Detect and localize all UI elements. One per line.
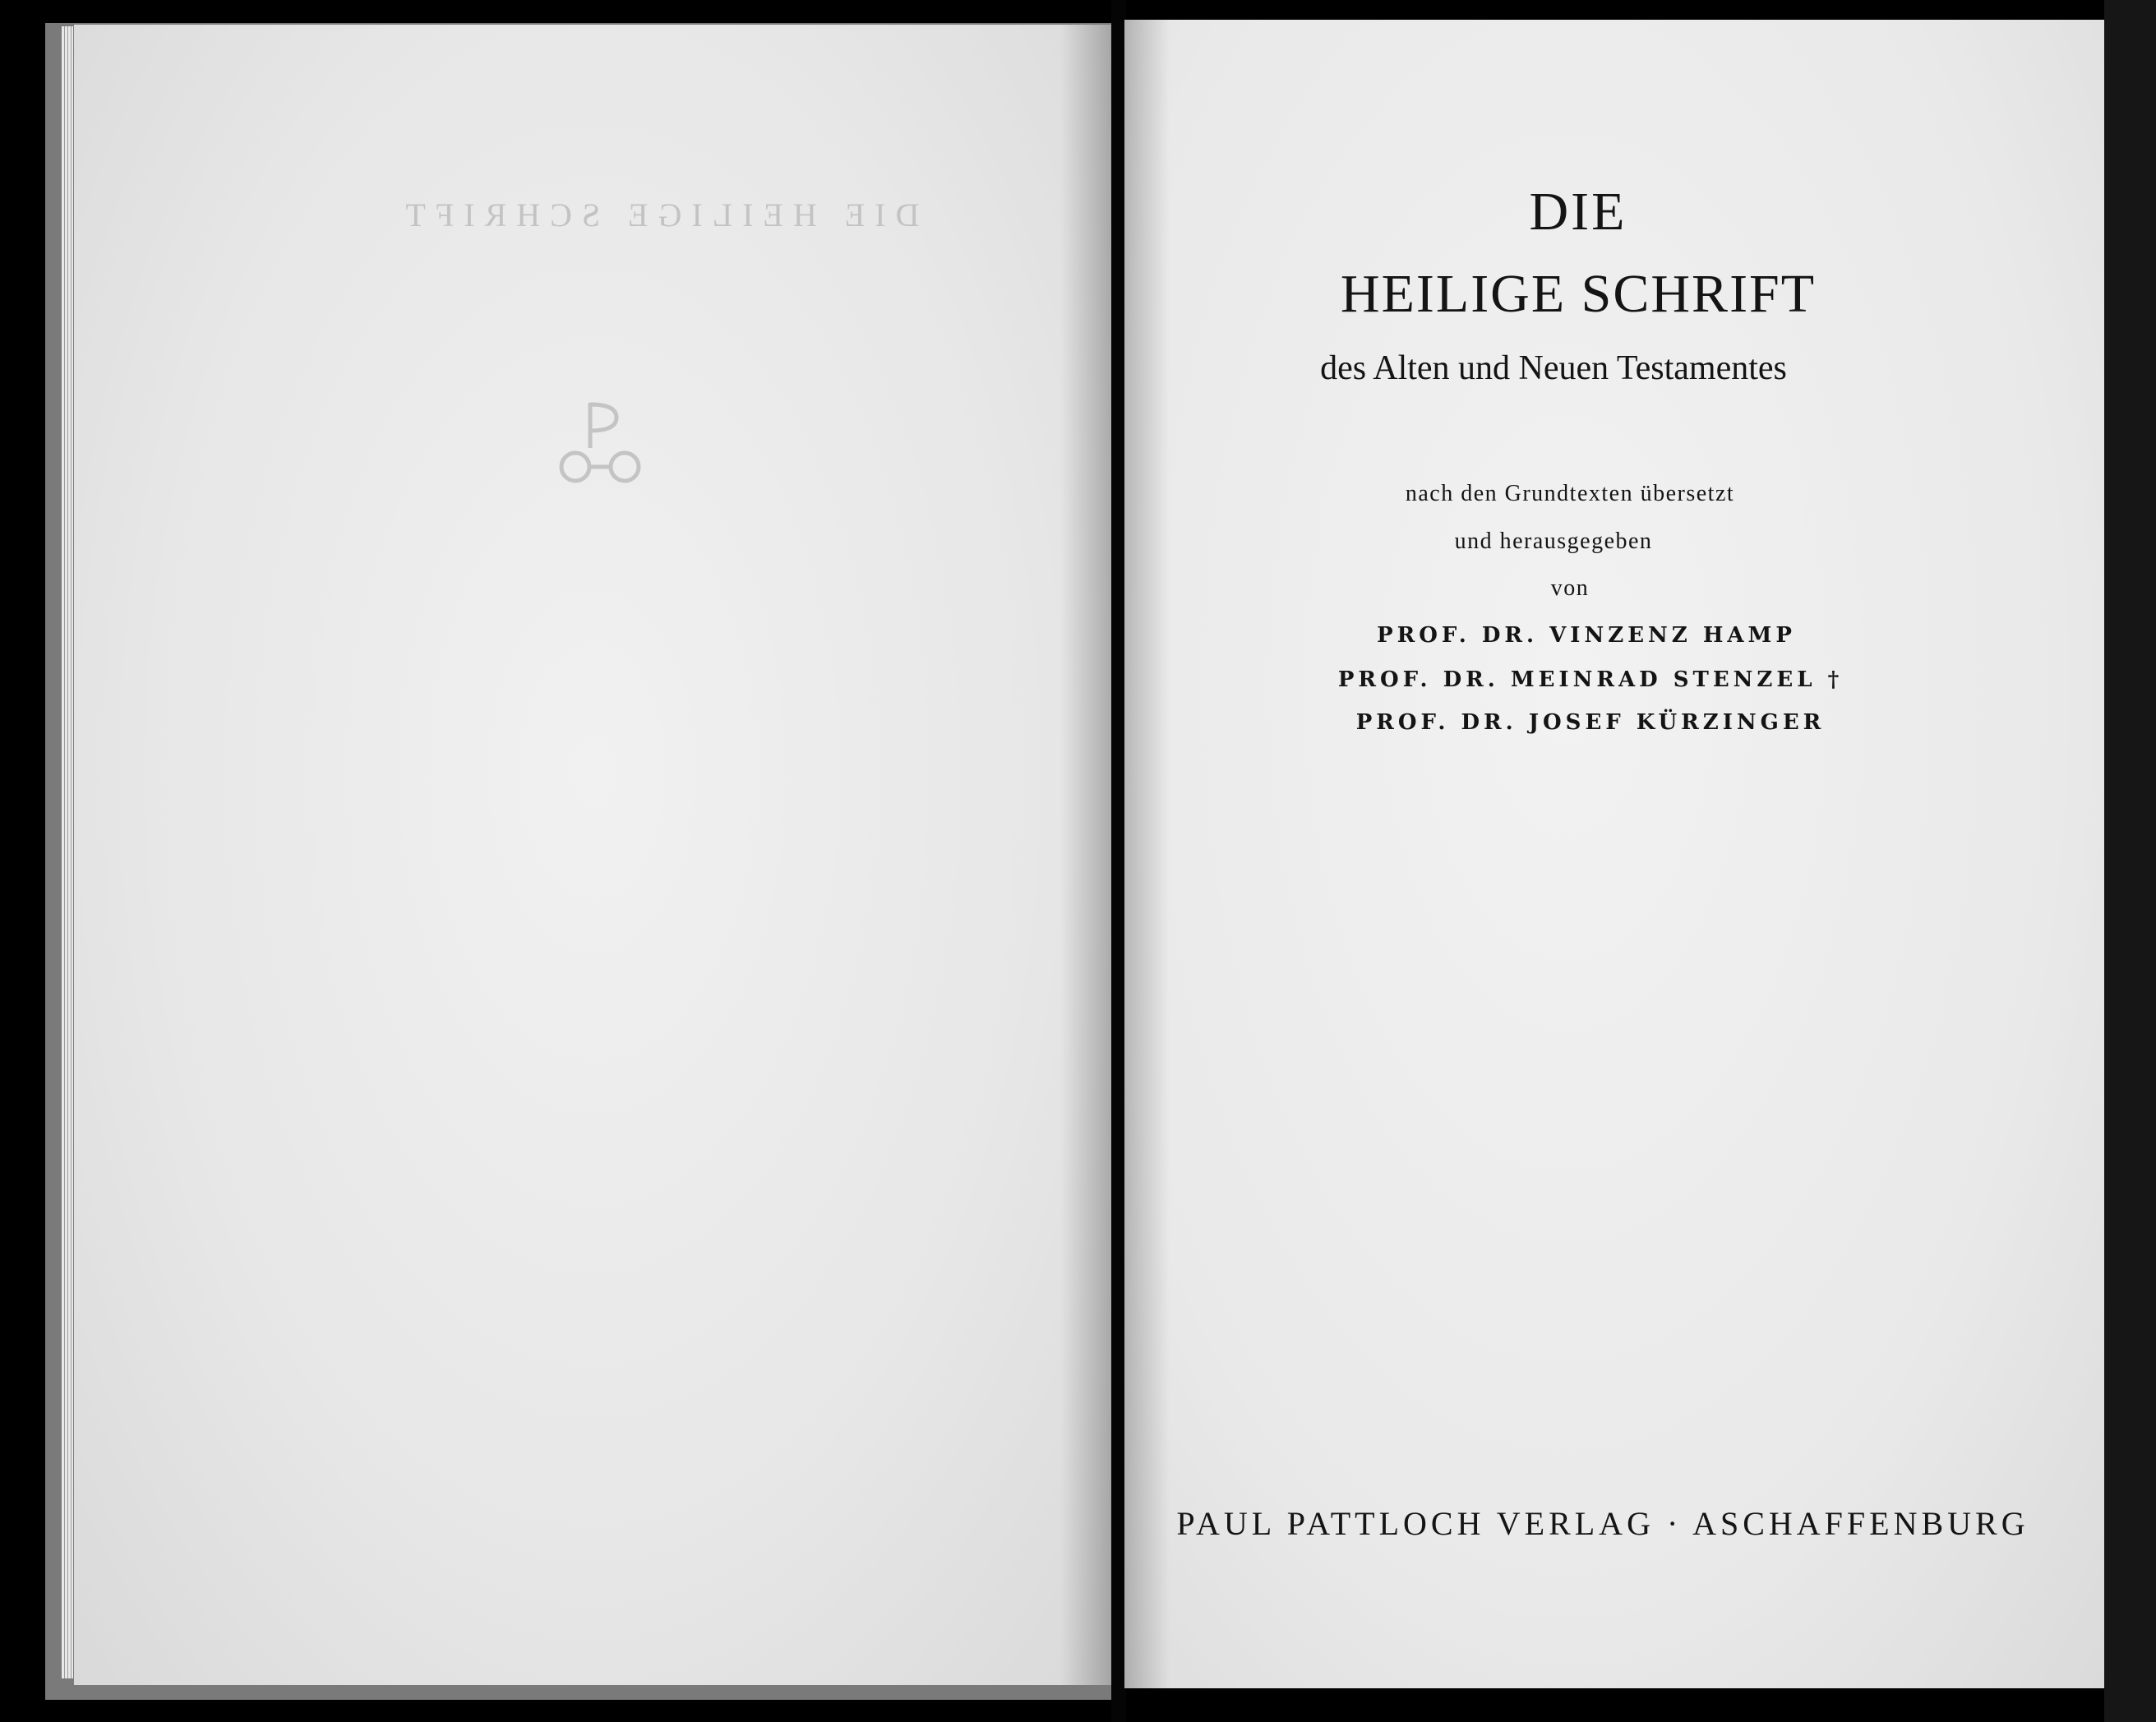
editor-kuerzinger: PROF. DR. JOSEF KÜRZINGER	[1355, 710, 1826, 735]
verso-gutter-shadow	[1060, 25, 1118, 1685]
publisher-monogram-icon	[542, 386, 658, 501]
recto-gutter-shadow	[1124, 20, 1170, 1688]
verso-page	[74, 25, 1111, 1685]
page-stack-edge	[62, 26, 73, 1678]
title-line-die: DIE	[1529, 182, 1627, 242]
editor-stenzel: PROF. DR. MEINRAD STENZEL †	[1337, 667, 1844, 692]
editor-hamp: PROF. DR. VINZENZ HAMP	[1377, 623, 1796, 648]
publisher-imprint: PAUL PATTLOCH VERLAG · ASCHAFFENBURG	[1176, 1505, 2029, 1542]
bleed-through-title: DIE HEILIGE SCHRIFT	[395, 196, 920, 233]
translation-note: nach den Grundtexten übersetzt	[1405, 481, 1735, 506]
editing-note: und herausgegeben	[1454, 529, 1653, 554]
by-line: von	[1550, 575, 1590, 601]
title-line-heilige-schrift: HEILIGE SCHRIFT	[1340, 264, 1817, 324]
subtitle: des Alten und Neuen Testamentes	[1320, 349, 1787, 387]
book-cover-right-edge	[2104, 0, 2156, 1722]
